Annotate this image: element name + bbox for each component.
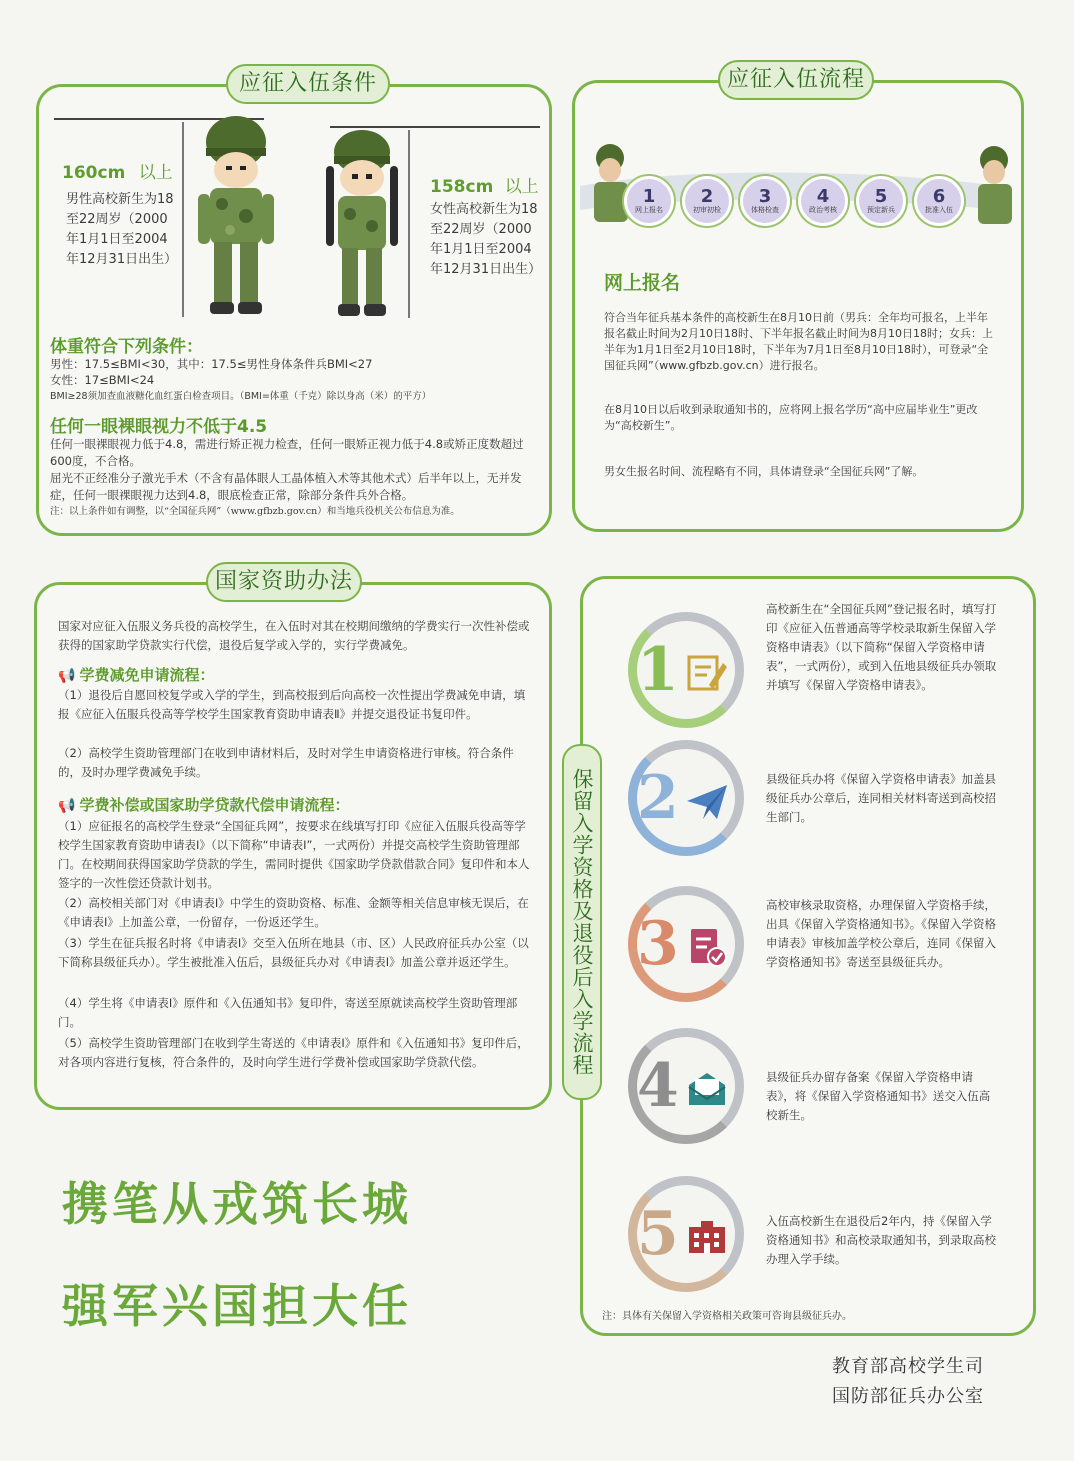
compensation-item-4: （4）学生将《申请表Ⅰ》原件和《入伍通知书》复印件，寄送至原就读高校学生资助管理部门。 (58, 996, 518, 1029)
process-paragraph-1: 符合当年征兵基本条件的高校新生在8月10日前（男兵：全年均可报名，上半年报名截止时间为2月10日18时、下半年报名截止时间为8月10日18时；女兵：上半年为1月1日至2月10日18时，下半年为7月1日至8月10日18时），可登录“全国征兵网”（www.gfbzb.gov.cn）进行报名。 (604, 311, 993, 372)
retain-step-2-number: 2 (637, 763, 679, 833)
process-step-num: 2 (700, 185, 714, 207)
tuition-waiver-item-1: （1）退役后自愿回校复学或入学的学生，到高校报到后向高校一次性提出学费减免申请，填报《应征入伍服兵役高等学校学生国家教育资助申请表Ⅱ》并提交退役证书复印件。 (58, 688, 526, 721)
process-step-label: 初审初检 (693, 205, 721, 214)
female-soldier-figure (322, 126, 402, 322)
retain-step-5-number: 5 (637, 1199, 679, 1269)
retain-step-3-text: 高校审核录取资格，办理保留入学资格手续，出具《保留入学资格通知书》。《保留入学资格申请表》审核加盖学校公章后，连同《保留入学资格通知书》寄送至县级征兵办。 (766, 898, 996, 969)
compensation-item-1: （1）应征报名的高校学生登录“全国征兵网”，按要求在线填写打印《应征入伍服兵役高等学校学生国家教育资助申请表Ⅰ》（以下简称“申请表Ⅰ”，一式两份）并提交高校学生资助管理部门。在校期间获得国家助学贷款的学生，需同时提供《国家助学贷款借款合同》复印件和本人签字的一次性偿还贷款计划书。 (58, 819, 530, 890)
retain-step-5-text: 入伍高校新生在退役后2年内，持《保留入学资格通知书》和高校录取通知书，到录取高校办理入学手续。 (766, 1214, 996, 1266)
male-age-desc: 男性高校新生为18至22周岁（2000年1月1日至2004年12月31日出生） (66, 192, 178, 267)
process-step-1 (624, 176, 674, 226)
megaphone-icon: 📢 (58, 798, 76, 814)
weight-heading: 体重符合下列条件： (50, 337, 203, 357)
female-height-label (430, 172, 539, 197)
compensation-heading (58, 794, 349, 815)
vision-line-2: 屈光不正经准分子激光手术（不含有晶体眼人工晶体植入术等其他术式）后半年以上，无并发症，任何一眼裸眼视力达到4.8，眼底检查正常，除部分条件兵外合格。 (50, 471, 522, 502)
aid-intro: 国家对应征入伍服义务兵役的高校学生，在入伍时对其在校期间缴纳的学费实行一次性补偿或获得的国家助学贷款实行代偿，退役后复学或入学的，实行学费减免。 (58, 619, 530, 652)
process-step-label: 批准入伍 (925, 205, 953, 214)
process-paragraph-2: 在8月10日以后收到录取通知书的，应将网上报名学历“高中应届毕业生”更改为“高校新生”。 (604, 403, 978, 432)
tuition-waiver-item-2: （2）高校学生资助管理部门在收到申请材料后，及时对学生申请资格进行审核。符合条件的，及时办理学费减免手续。 (58, 746, 514, 779)
male-height-suffix: 以上 (138, 163, 173, 183)
retain-step-4-number: 4 (637, 1051, 679, 1121)
retain-step-3-number: 3 (637, 909, 679, 979)
retain-step-1-text: 高校新生在“全国征兵网”登记报名时，填写打印《应征入伍普通高等学校录取新生保留入学资格申请表》（以下简称“保留入学资格申请表”，一式两份），或到入伍地县级征兵办领取并填写《保留入学资格申请表》。 (766, 602, 997, 692)
retain-title: 保留入学资格及退役后入学流程 (562, 744, 602, 1100)
process-step-num: 5 (874, 185, 888, 207)
retain-step-3-ring (628, 886, 744, 1002)
conditions-title: 应征入伍条件 (226, 64, 390, 104)
process-step-label: 网上报名 (635, 205, 663, 214)
process-step-label: 预定新兵 (867, 205, 895, 214)
megaphone-icon: 📢 (58, 668, 76, 684)
process-step-label: 政治考核 (809, 205, 837, 214)
process-step-num: 4 (816, 185, 830, 207)
envelope-icon (685, 1067, 729, 1111)
process-step-label: 体格检查 (751, 205, 779, 214)
female-height-ruler (408, 130, 410, 318)
issuer-1: 教育部高校学生司 (832, 1356, 984, 1377)
female-height-suffix: 以上 (504, 177, 539, 197)
slogan-line-1: 携笔从戎筑长城 (62, 1177, 412, 1231)
retain-step-1-ring (628, 612, 744, 728)
retain-step-2-text: 县级征兵办将《保留入学资格申请表》加盖县级征兵办公章后，连同相关材料寄送到高校招生部门。 (766, 772, 996, 824)
process-title: 应征入伍流程 (718, 60, 874, 100)
weight-line-3: BMI≥28须加查血液糖化血红蛋白检查项目。（BMI=体重（千克）除以身高（米）的平方） (50, 391, 432, 402)
process-step-6 (914, 176, 964, 226)
paper-plane-icon (685, 779, 729, 823)
vision-heading: 任何一眼裸眼视力不低于4.5 (50, 417, 268, 437)
retain-step-5-ring (628, 1176, 744, 1292)
form-pen-icon (685, 651, 729, 695)
male-height-ruler (182, 122, 184, 317)
compensation-item-3: （3）学生在征兵报名时将《申请表Ⅰ》交至入伍所在地县（市、区）人民政府征兵办公室（以下简称县级征兵办）。学生被批准入伍后，县级征兵办对《申请表Ⅰ》加盖公章并返还学生。 (58, 936, 529, 969)
issuer-2: 国防部征兵办公室 (832, 1386, 984, 1407)
female-height-value: 158cm (430, 177, 494, 197)
saluting-soldier-right (978, 146, 1012, 224)
process-step-num: 6 (932, 185, 946, 207)
process-step-num: 3 (758, 185, 772, 207)
online-registration-heading: 网上报名 (604, 272, 681, 294)
tuition-waiver-heading (58, 664, 214, 685)
retain-step-4-ring (628, 1028, 744, 1144)
compensation-item-5: （5）高校学生资助管理部门在收到学生寄送的《申请表Ⅰ》原件和《入伍通知书》复印件后，对各项内容进行复核，符合条件的，及时向学生进行学费补偿或国家助学贷款代偿。 (58, 1036, 529, 1069)
retain-step-4-text: 县级征兵办留存备案《保留入学资格申请表》，将《保留入学资格通知书》送交入伍高校新生。 (766, 1070, 991, 1122)
male-soldier-figure (196, 112, 276, 320)
female-age-desc: 女性高校新生为18至22周岁（2000年1月1日至2004年12月31日出生） (430, 202, 542, 277)
retain-step-1-number: 1 (637, 635, 679, 705)
slogan-line-2: 强军兴国担大任 (62, 1279, 412, 1333)
process-steps (624, 176, 964, 226)
tuition-waiver-heading-text: 学费减免申请流程： (79, 666, 215, 684)
process-paragraph-3: 男女生报名时间、流程略有不同，具体请登录“全国征兵网”了解。 (604, 465, 924, 478)
compensation-item-2: （2）高校相关部门对《申请表Ⅰ》中学生的资助资格、标准、金额等相关信息审核无误后，在《申请表Ⅰ》上加盖公章，一份留存，一份返还学生。 (58, 896, 529, 929)
process-step-5 (856, 176, 906, 226)
aid-title: 国家资助办法 (206, 562, 362, 602)
process-step-2 (682, 176, 732, 226)
male-height-label (62, 158, 173, 183)
school-building-icon (685, 1215, 729, 1259)
compensation-heading-text: 学费补偿或国家助学贷款代偿申请流程： (79, 796, 350, 814)
document-check-icon (685, 925, 729, 969)
process-step-3 (740, 176, 790, 226)
conditions-note: 注：以上条件如有调整，以“全国征兵网”（www.gfbzb.gov.cn）和当地兵役机关公布信息为准。 (50, 506, 460, 517)
process-step-4 (798, 176, 848, 226)
process-step-num: 1 (642, 185, 656, 207)
retain-step-2-ring (628, 740, 744, 856)
weight-line-2: 女性：17≤BMI<24 (50, 373, 155, 387)
saluting-soldier-left (594, 144, 628, 222)
vision-line-1: 任何一眼裸眼视力低于4.8，需进行矫正视力检查，任何一眼矫正视力低于4.8或矫正度数超过600度，不合格。 (50, 437, 524, 468)
retain-note: 注：具体有关保留入学资格相关政策可咨询县级征兵办。 (602, 1311, 852, 1322)
weight-line-1: 男性：17.5≤BMI<30，其中：17.5≤男性身体条件兵BMI<27 (50, 357, 373, 371)
male-height-value: 160cm (62, 163, 126, 183)
